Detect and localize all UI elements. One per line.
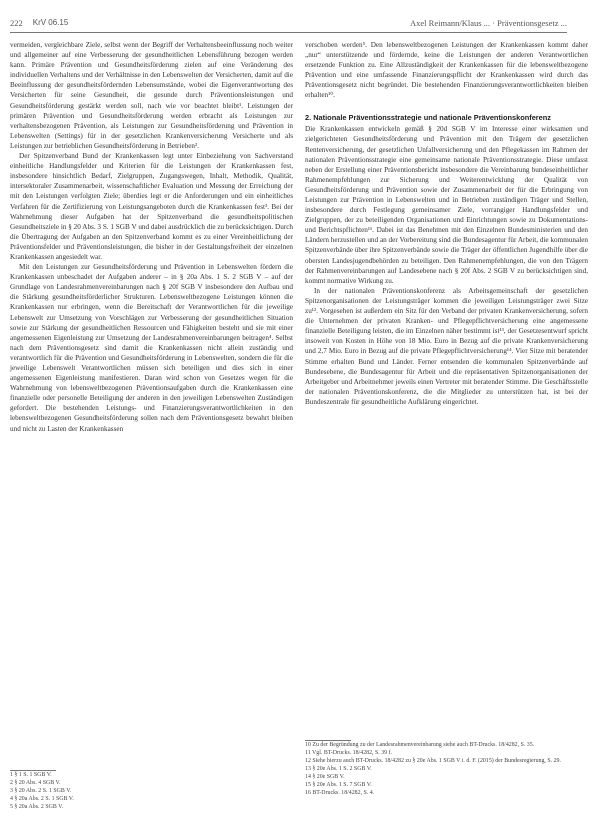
footnote: 3 § 20 Abs. 2 S. 1 SGB V. <box>10 788 72 794</box>
running-title: Axel Reimann/Klaus ... · Präventionsgesetz ... <box>410 18 567 28</box>
footnote: 2 § 20 Abs. 4 SGB V. <box>10 780 61 786</box>
footnote: 15 § 20e Abs. 1 S. 7 SGB V. <box>305 782 372 788</box>
section-heading: 2. Nationale Präventionsstrategie und nationale Präventionskonferenz <box>305 112 552 122</box>
page-header <box>10 18 567 28</box>
footnote: 10 Zu der Begründung zu der Landesrahmenvereinbarung siehe auch BT-Drucks. 18/4282, S. 35. <box>305 742 535 748</box>
footnote: 11 Vgl. BT-Drucks. 18/4282, S. 39 f. <box>305 750 392 756</box>
page-number: 222 <box>10 18 23 28</box>
paragraph: Die Krankenkassen entwickeln gemäß § 20d SGB V im Interesse einer wirksamen und zielgerichteten Gesundheitsförderung und Prävention mit den Trägern der gesetzlichen Rentenversicherung, der gesetzlichen Unfallversicherung und den Pflegekassen im Rahmen der nationalen Präventionsstrategie eine gemeinsame nationale Präventionsstrategie. Diese umfasst neben der Erstellung einer Präventionsbericht insbesondere die Vereinbarung bundeseinheitlicher Rahmenempfehlungen zur Sicherung und Weiterentwicklung der Qualität von Gesundheitsförderung und Prävention sowie der Zusammenarbeit der für die Erbringung von Leistungen zur Prävention in Lebenswelten und in Betrieben zuständigen Träger und Stellen, insbesondere durch Festlegung gemeinsamer Ziele, vorrangiger Handlungsfelder und Zielgruppen, der zu beteiligenden Organisationen und Einrichtungen sowie zu Dokumentations- und Berichtspflichten¹¹. Dabei ist das Benehmen mit den Einzelnen Bundesministerien und den Ländern herzustellen und an der Vorbereitung sind die Bundesagentur für Arbeit, die kommunalen Spitzenverbände über ihre Spitzenverbände sowie die Träger der öffentlichen Jugendhilfe über die obersten Landesjugendbehörden zu beteiligen. Den Rahmenempfehlungen, die von den Trägern der Rahmenvereinbarungen auf Landesebene nach § 20f Abs. 2 SGB V zu berücksichtigen sind, kommt normative Wirkung zu. <box>305 125 588 285</box>
paragraph: vermeiden, vergleichbare Ziele, selbst wenn der Begriff der Verhaltensbeeinflussung noch weiter und allgemeiner auf eine Verbesserung der gesundheitlichen Lebensführung bezogen werden kann. Primäre Prävention und Gesundheitsförderung zielen auf eine Veränderung des individuellen Verhaltens und der Verhältnisse in den Lebenswelten der Versicherten, damit auf die Beeinflussung der gesundheitsfördernden Lebensumstände, wobei die Eigenverantwortung des Versicherten für seine Gesundheit, die gesunde durch Präventionsleistungen und Gesundheitsförderung gestärkt werden soll, nach wie vor beachtet bleibt¹. Leistungen der primären Prävention und Gesundheitsförderung werden erbracht als Leistungen zur verhaltensbezogenen Prävention, als Leistungen zur Gesundheitsförderung und Prävention in Lebenswelten (Settings) für in der gesetzlichen Krankenversicherung Versicherte und als Leistungen zur betrieblichen Gesundheitsförderung in Betrieben². <box>10 41 293 150</box>
footnote: 13 § 20e Abs. 1 S. 2 SGB V. <box>305 766 372 772</box>
left-column <box>10 40 293 434</box>
paragraph: In der nationalen Präventionskonferenz als Arbeitsgemeinschaft der gesetzlichen Spitzenorganisationen der Leistungsträger kommen die jeweiligen Leistungsträger zwei Sitze zu¹². Vorgesehen ist außerdem ein Sitz für den Verband der privaten Krankenversicherung, sofern die Unternehmen der privaten Kranken- und Pflegepflichtversicherung eine angemessene finanzielle Beteiligung leisten, die im Einzelnen näher bestimmt ist¹³, der Gesetzesentwurf spricht insoweit von Kosten in Höhe von 18 Mio. Euro in Bezug auf die private Krankenversicherung und 2,7 Mio. Euro in Bezug auf die private Pflegepflichtversicherung¹⁴. Vier Sitze mit beratender Stimme erhalten Bund und Länder. Ferner entsenden die kommunalen Spitzenverbände auf Bundesebene, die Bundesagentur für Arbeit und die repräsentativen Spitzenorganisationen der Arbeitgeber und Arbeitnehmer jeweils einen Vertreter mit beratender Stimme. Die Geschäftsstelle der nationalen Präventionskonferenz, die die Mitglieder zu unterstützen hat, ist bei der Bundeszentrale für gesundheitliche Aufklärung eingerichtet. <box>305 286 588 406</box>
right-column <box>305 40 588 407</box>
header-rule <box>10 32 567 33</box>
footnote: 1 § 1 S. 1 SGB V. <box>10 772 52 778</box>
footnote: 12 Siehe hierzu auch BT-Drucks. 18/4282 zu § 20e Abs. 1 SGB V i. d. F. (2015) der Bundesregierung, S. 29. <box>305 758 561 764</box>
paragraph: Mit den Leistungen zur Gesundheitsförderung und Prävention in Lebenswelten fördern die Krankenkassen unbeschadet der Aufgaben anderer – in § 20a Abs. 1 S. 2 SGB V – auf der Grundlage von Landesrahmenvereinbarungen nach § 20f SGB V insbesondere den Aufbau und die Stärkung gesundheitsförderlicher Strukturen. Lebensweltbezogene Leistungen können die Krankenkassen nur erbringen, wenn die Bereitschaft der Verantwortlichen für die jeweilige Lebenswelt zur Umsetzung von Vorschlägen zur Verbesserung der gesundheitlichen Situation sowie zur Stärkung der gesundheitlichen Ressourcen und Fähigkeiten besteht und sie mit einer angemessenen Eigenleistung zur Umsetzung der Landesrahmenvereinbarungen beitragen⁴. Selbst nach dem Präventionsgesetz sind damit die Krankenkassen nicht allein zuständig und verantwortlich für die Prävention und Gesundheitsförderung in Lebenswelten, sondern die für die jeweilige Lebenswelt Verantwortlichen müssen sich beteiligen und dies sich in einer angemessenen Eigenleistung manifestieren. Daran wird schon von Gesetzes wegen für die Wahrnehmung von lebensweltbezogenen Präventionsaufgaben durch die Krankenkassen eine finanzielle oder personelle Beteiligung der anderen in den jeweiligen Lebenswelten Zuständigen gefordert. Die bestehenden Leistungs- und Finanzierungsverantwortlichkeiten in den lebensweltbezogenen Gesundheitsförderung sollen nach dem Präventionsgesetz bewahrt bleiben und nicht zu Lasten der Krankenkassen <box>10 263 293 433</box>
footnote: 5 § 20a Abs. 2 SGB V. <box>10 804 64 810</box>
paragraph: Der Spitzenverband Bund der Krankenkassen legt unter Einbeziehung von Sachverstand einheitliche Handlungsfelder und Kriterien für die Leistungen der Krankenkassen fest, insbesondere hinsichtlich Bedarf, Zielgruppen, Zugangswegen, Inhalt, Methodik, Qualität, intersektoraler Zusammenarbeit, wissenschaftlicher Evaluation und Messung der Erreichung der mit den Leistungen verfolgten Ziele; überdies legt er die Anforderungen und ein einheitliches Verfahren für die Zertifizierung von Leistungsangeboten durch die Krankenkassen fest³. Bei der Wahrnehmung dieser Aufgaben hat der Spitzenverband die gesundheitspolitischen Gesundheitsziele in § 20 Abs. 3 S. 1 SGB V und dabei ausdrücklich die zu berücksichtigen. Durch die Übertragung der Aufgaben an den Spitzenverband kommt es zu einer Vereinheitlichung der Präventionsfelder und Präventionsleistungen, die bisher in der Gestaltungsfreiheit der einzelnen Krankenkassen angesiedelt war. <box>10 152 293 261</box>
footnote: 14 § 20e SGB V. <box>305 774 345 780</box>
left-footnotes <box>10 770 170 811</box>
right-footnotes <box>305 740 588 797</box>
journal-reference: KrV 06.15 <box>32 18 69 27</box>
footnote: 16 BT-Drucks. 18/4282, S. 4. <box>305 790 375 796</box>
paragraph: verschoben werden⁵. Den lebensweltbezogenen Leistungen der Krankenkassen kommt daher „nur“ unterstützende und fördernde, keine die Leistungen der anderen Verantwortlichen ersetzende Funktion zu. Eine Allzuständigkeit der Krankenkassen für die lebensweltbezogene Prävention und eine umfassende Finanzierungspflicht der Krankenkassen wird durch das Präventionsgesetz nicht begründet. Die bestehenden Finanzierungsverantwortlichkeiten bleiben erhalten¹⁰. <box>305 41 588 100</box>
footnote: 4 § 20a Abs. 2 S. 1 SGB V. <box>10 796 74 802</box>
